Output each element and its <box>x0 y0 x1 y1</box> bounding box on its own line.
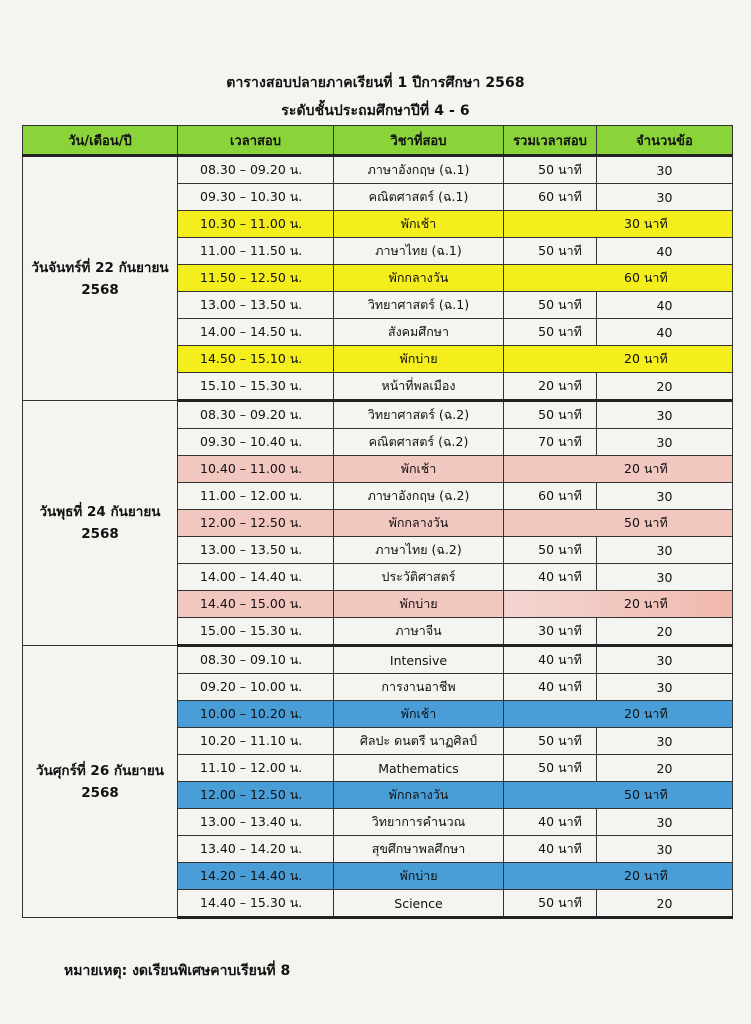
exam-subject: สุขศึกษาพลศึกษา <box>334 836 504 863</box>
question-count: 30 <box>597 537 733 564</box>
question-count: 30 <box>597 836 733 863</box>
day-label: วันจันทร์ที่ 22 กันยายน 2568 <box>23 156 178 401</box>
document-title: ตารางสอบปลายภาคเรียนที่ 1 ปีการศึกษา 2568 <box>226 75 525 91</box>
exam-subject: ภาษาจีน <box>334 618 504 646</box>
exam-time: 09.30 – 10.30 น. <box>178 184 334 211</box>
exam-subject: คณิตศาสตร์ (ฉ.1) <box>334 184 504 211</box>
exam-subject: ประวัติศาสตร์ <box>334 564 504 591</box>
exam-time: 14.40 – 15.00 น. <box>178 591 334 618</box>
question-count: 30 <box>597 646 733 674</box>
exam-time: 15.00 – 15.30 น. <box>178 618 334 646</box>
question-count: 30 <box>597 728 733 755</box>
exam-schedule-table <box>22 125 733 919</box>
exam-time: 08.30 – 09.10 น. <box>178 646 334 674</box>
exam-time: 08.30 – 09.20 น. <box>178 401 334 429</box>
exam-time: 09.20 – 10.00 น. <box>178 674 334 701</box>
break-duration: 20 นาที <box>504 346 733 373</box>
exam-duration: 50 นาที <box>504 728 597 755</box>
exam-subject: พักกลางวัน <box>334 510 504 537</box>
header-subject: วิชาที่สอบ <box>334 126 504 156</box>
exam-subject: วิทยาการคำนวณ <box>334 809 504 836</box>
header-date: วัน/เดือน/ปี <box>23 126 178 156</box>
question-count: 30 <box>597 184 733 211</box>
exam-duration: 50 นาที <box>504 156 597 184</box>
question-count: 20 <box>597 373 733 401</box>
exam-time: 10.00 – 10.20 น. <box>178 701 334 728</box>
exam-duration: 70 นาที <box>504 429 597 456</box>
exam-time: 10.20 – 11.10 น. <box>178 728 334 755</box>
question-count: 30 <box>597 156 733 184</box>
exam-subject: พักบ่าย <box>334 863 504 890</box>
exam-time: 10.30 – 11.00 น. <box>178 211 334 238</box>
question-count: 30 <box>597 429 733 456</box>
exam-time: 14.20 – 14.40 น. <box>178 863 334 890</box>
header-count: จำนวนข้อ <box>597 126 733 156</box>
question-count: 20 <box>597 755 733 782</box>
question-count: 30 <box>597 401 733 429</box>
exam-time: 15.10 – 15.30 น. <box>178 373 334 401</box>
exam-subject: การงานอาชีพ <box>334 674 504 701</box>
break-duration: 60 นาที <box>504 265 733 292</box>
exam-subject: พักเช้า <box>334 211 504 238</box>
exam-time: 13.40 – 14.20 น. <box>178 836 334 863</box>
break-duration: 20 นาที <box>504 456 733 483</box>
question-count: 30 <box>597 483 733 510</box>
exam-subject: พักบ่าย <box>334 591 504 618</box>
question-count: 30 <box>597 809 733 836</box>
exam-subject: คณิตศาสตร์ (ฉ.2) <box>334 429 504 456</box>
exam-time: 09.30 – 10.40 น. <box>178 429 334 456</box>
exam-duration: 50 นาที <box>504 319 597 346</box>
exam-subject: สังคมศึกษา <box>334 319 504 346</box>
exam-time: 11.10 – 12.00 น. <box>178 755 334 782</box>
break-duration: 20 นาที <box>504 863 733 890</box>
exam-subject: ภาษาอังกฤษ (ฉ.1) <box>334 156 504 184</box>
exam-subject: พักกลางวัน <box>334 782 504 809</box>
exam-duration: 50 นาที <box>504 238 597 265</box>
day-label: วันศุกร์ที่ 26 กันยายน 2568 <box>23 646 178 918</box>
exam-subject: พักเช้า <box>334 701 504 728</box>
exam-time: 14.00 – 14.40 น. <box>178 564 334 591</box>
header-row <box>23 126 733 156</box>
question-count: 30 <box>597 564 733 591</box>
table-row <box>23 156 733 184</box>
break-duration: 20 นาที <box>504 591 733 618</box>
question-count: 20 <box>597 618 733 646</box>
exam-time: 13.00 – 13.40 น. <box>178 809 334 836</box>
exam-time: 10.40 – 11.00 น. <box>178 456 334 483</box>
exam-duration: 40 นาที <box>504 836 597 863</box>
question-count: 40 <box>597 292 733 319</box>
exam-subject: ภาษาไทย (ฉ.2) <box>334 537 504 564</box>
table-row <box>23 401 733 429</box>
exam-time: 11.00 – 12.00 น. <box>178 483 334 510</box>
question-count: 40 <box>597 319 733 346</box>
exam-duration: 50 นาที <box>504 755 597 782</box>
exam-duration: 50 นาที <box>504 537 597 564</box>
exam-subject: Mathematics <box>334 755 504 782</box>
question-count: 20 <box>597 890 733 918</box>
exam-duration: 40 นาที <box>504 646 597 674</box>
exam-duration: 50 นาที <box>504 401 597 429</box>
exam-subject: Science <box>334 890 504 918</box>
exam-duration: 40 นาที <box>504 564 597 591</box>
exam-time: 11.00 – 11.50 น. <box>178 238 334 265</box>
exam-subject: หน้าที่พลเมือง <box>334 373 504 401</box>
exam-duration: 30 นาที <box>504 618 597 646</box>
exam-time: 08.30 – 09.20 น. <box>178 156 334 184</box>
exam-duration: 60 นาที <box>504 184 597 211</box>
exam-subject: วิทยาศาสตร์ (ฉ.2) <box>334 401 504 429</box>
header-duration: รวมเวลาสอบ <box>504 126 597 156</box>
exam-time: 14.00 – 14.50 น. <box>178 319 334 346</box>
exam-time: 13.00 – 13.50 น. <box>178 537 334 564</box>
exam-subject: พักเช้า <box>334 456 504 483</box>
exam-time: 11.50 – 12.50 น. <box>178 265 334 292</box>
exam-time: 14.40 – 15.30 น. <box>178 890 334 918</box>
exam-duration: 50 นาที <box>504 292 597 319</box>
exam-duration: 40 นาที <box>504 674 597 701</box>
break-duration: 20 นาที <box>504 701 733 728</box>
exam-time: 14.50 – 15.10 น. <box>178 346 334 373</box>
exam-subject: Intensive <box>334 646 504 674</box>
table-row <box>23 646 733 674</box>
header-time: เวลาสอบ <box>178 126 334 156</box>
break-duration: 50 นาที <box>504 510 733 537</box>
exam-duration: 50 นาที <box>504 890 597 918</box>
exam-subject: วิทยาศาสตร์ (ฉ.1) <box>334 292 504 319</box>
footnote: หมายเหตุ: งดเรียนพิเศษคาบเรียนที่ 8 <box>64 963 291 979</box>
document-subtitle: ระดับชั้นประถมศึกษาปีที่ 4 - 6 <box>281 103 470 119</box>
exam-time: 12.00 – 12.50 น. <box>178 510 334 537</box>
question-count: 40 <box>597 238 733 265</box>
break-duration: 30 นาที <box>504 211 733 238</box>
question-count: 30 <box>597 674 733 701</box>
break-duration: 50 นาที <box>504 782 733 809</box>
exam-duration: 40 นาที <box>504 809 597 836</box>
exam-subject: ภาษาอังกฤษ (ฉ.2) <box>334 483 504 510</box>
exam-subject: พักกลางวัน <box>334 265 504 292</box>
exam-subject: ศิลปะ ดนตรี นาฏศิลป์ <box>334 728 504 755</box>
exam-subject: พักบ่าย <box>334 346 504 373</box>
exam-subject: ภาษาไทย (ฉ.1) <box>334 238 504 265</box>
schedule-body <box>23 156 733 918</box>
exam-time: 13.00 – 13.50 น. <box>178 292 334 319</box>
exam-duration: 60 นาที <box>504 483 597 510</box>
day-label: วันพุธที่ 24 กันยายน 2568 <box>23 401 178 646</box>
exam-time: 12.00 – 12.50 น. <box>178 782 334 809</box>
exam-duration: 20 นาที <box>504 373 597 401</box>
